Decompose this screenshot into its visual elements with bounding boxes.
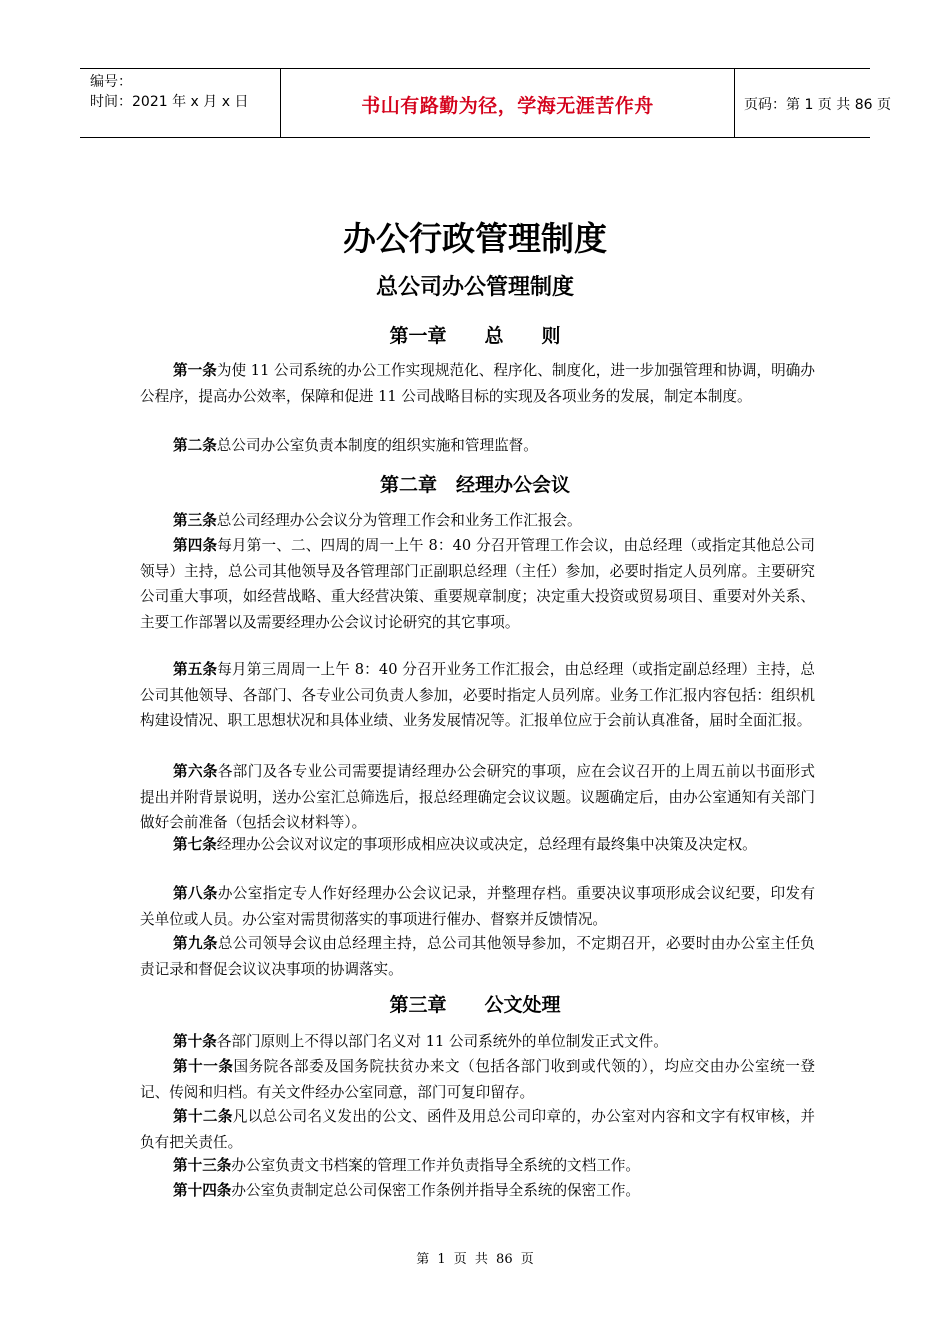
- article-6: [140, 759, 815, 836]
- article-label: 第九条: [173, 935, 218, 952]
- page-footer: 第 1 页 共 86 页: [416, 1252, 534, 1267]
- header-motto: 书山有路勤为径，学海无涯苦作舟: [361, 95, 654, 117]
- article-label: 第七条: [173, 836, 217, 853]
- article-5: [140, 657, 815, 734]
- article-text: 总公司领导会议由总经理主持，总公司其他领导参加，不定期召开，必要时由办公室主任负责记录和督促会议议决事项的协调落实。: [140, 935, 815, 978]
- article-label: 第十四条: [173, 1182, 232, 1199]
- header-page-info: 页码：第 1 页 共 86 页: [744, 97, 891, 113]
- article-13: [140, 1153, 815, 1179]
- header-motto-cell: [281, 69, 735, 137]
- document-title: 办公行政管理制度: [343, 219, 607, 258]
- article-label: 第八条: [173, 885, 218, 902]
- article-text: 办公室负责制定总公司保密工作条例并指导全系统的保密工作。: [231, 1182, 641, 1199]
- article-9: [140, 931, 815, 982]
- article-label: 第四条: [173, 537, 218, 554]
- article-text: 办公室负责文书档案的管理工作并负责指导全系统的文档工作。: [231, 1157, 641, 1174]
- article-label: 第十一条: [173, 1058, 234, 1075]
- article-text: 各部门原则上不得以部门名义对 11 公司系统外的单位制发正式文件。: [216, 1033, 668, 1050]
- document-subtitle: 总公司办公管理制度: [375, 275, 574, 300]
- article-12: [140, 1104, 815, 1155]
- article-text: 为使 11 公司系统的办公工作实现规范化、程序化、制度化，进一步加强管理和协调，明确办公程序，提高办公效率，保障和促进 11 公司战略目标的实现及各项业务的发展，制定本制度。: [140, 362, 815, 405]
- number-label: 编号：: [90, 74, 132, 90]
- article-label: 第六条: [173, 763, 218, 780]
- chapter-heading-1: 第一章 总 则: [389, 325, 561, 347]
- header-page-cell: [735, 69, 891, 137]
- article-text: 经理办公会议对议定的事项形成相应决议或决定，总经理有最终集中决策及决定权。: [216, 836, 757, 853]
- article-text: 每月第一、二、四周的周一上午 8：40 分召开管理工作会议，由总经理（或指定其他总公司领导）主持，总公司其他领导及各管理部门正副职总经理（主任）参加，必要时指定人员列席。主要研究公司重大事项，如经营战略、重大经营决策、重要规章制度；决定重大投资或贸易项目、重要对外关系、主要工作部署以及需要经理办公会议讨论研究的其它事项。: [140, 537, 815, 631]
- header-meta-cell: [80, 69, 281, 137]
- article-7: [140, 832, 815, 858]
- article-10: [140, 1029, 815, 1055]
- article-text: 各部门及各专业公司需要提请经理办公会研究的事项，应在会议召开的上周五前以书面形式提出并附背景说明，送办公室汇总筛选后，报总经理确定会议议题。议题确定后，由办公室通知有关部门做好会前准备（包括会议材料等）。: [140, 763, 815, 832]
- article-text: 总公司办公室负责本制度的组织实施和管理监督。: [216, 437, 538, 454]
- article-1: [140, 358, 815, 409]
- article-text: 每月第三周周一上午 8：40 分召开业务工作汇报会，由总经理（或指定副总经理）主持，总公司其他领导、各部门、各专业公司负责人参加，必要时指定人员列席。业务工作汇报内容包括：组织机构建设情况、职工思想状况和具体业绩、业务发展情况等。汇报单位应于会前认真准备，届时全面汇报。: [140, 661, 815, 730]
- chapter-heading-2: 第二章 经理办公会议: [379, 474, 570, 496]
- article-text: 国务院各部委及国务院扶贫办来文（包括各部门收到或代领的），均应交由办公室统一登记、传阅和归档。有关文件经办公室同意，部门可复印留存。: [140, 1058, 815, 1101]
- article-label: 第十条: [173, 1033, 217, 1050]
- document-header: [80, 68, 891, 138]
- chapter-heading-3: 第三章 公文处理: [389, 994, 561, 1016]
- article-8: [140, 881, 815, 932]
- article-label: 第五条: [173, 661, 218, 678]
- article-label: 第三条: [173, 512, 217, 529]
- article-text: 总公司经理办公会议分为管理工作会和业务工作汇报会。: [216, 512, 582, 529]
- article-text: 凡以总公司名义发出的公文、函件及用总公司印章的，办公室对内容和文字有权审核，并负有把关责任。: [140, 1108, 815, 1151]
- date-line: 时间：2021 年 x 月 x 日: [90, 94, 249, 110]
- article-label: 第十二条: [173, 1108, 233, 1125]
- article-14: [140, 1178, 815, 1204]
- article-4: [140, 533, 815, 635]
- article-label: 第一条: [173, 362, 217, 379]
- article-3: [140, 508, 815, 534]
- article-2: [140, 433, 815, 459]
- article-label: 第二条: [173, 437, 217, 454]
- article-11: [140, 1054, 815, 1105]
- article-text: 办公室指定专人作好经理办公会议记录，并整理存档。重要决议事项形成会议纪要，印发有关单位或人员。办公室对需贯彻落实的事项进行催办、督察并反馈情况。: [140, 885, 815, 928]
- article-label: 第十三条: [173, 1157, 232, 1174]
